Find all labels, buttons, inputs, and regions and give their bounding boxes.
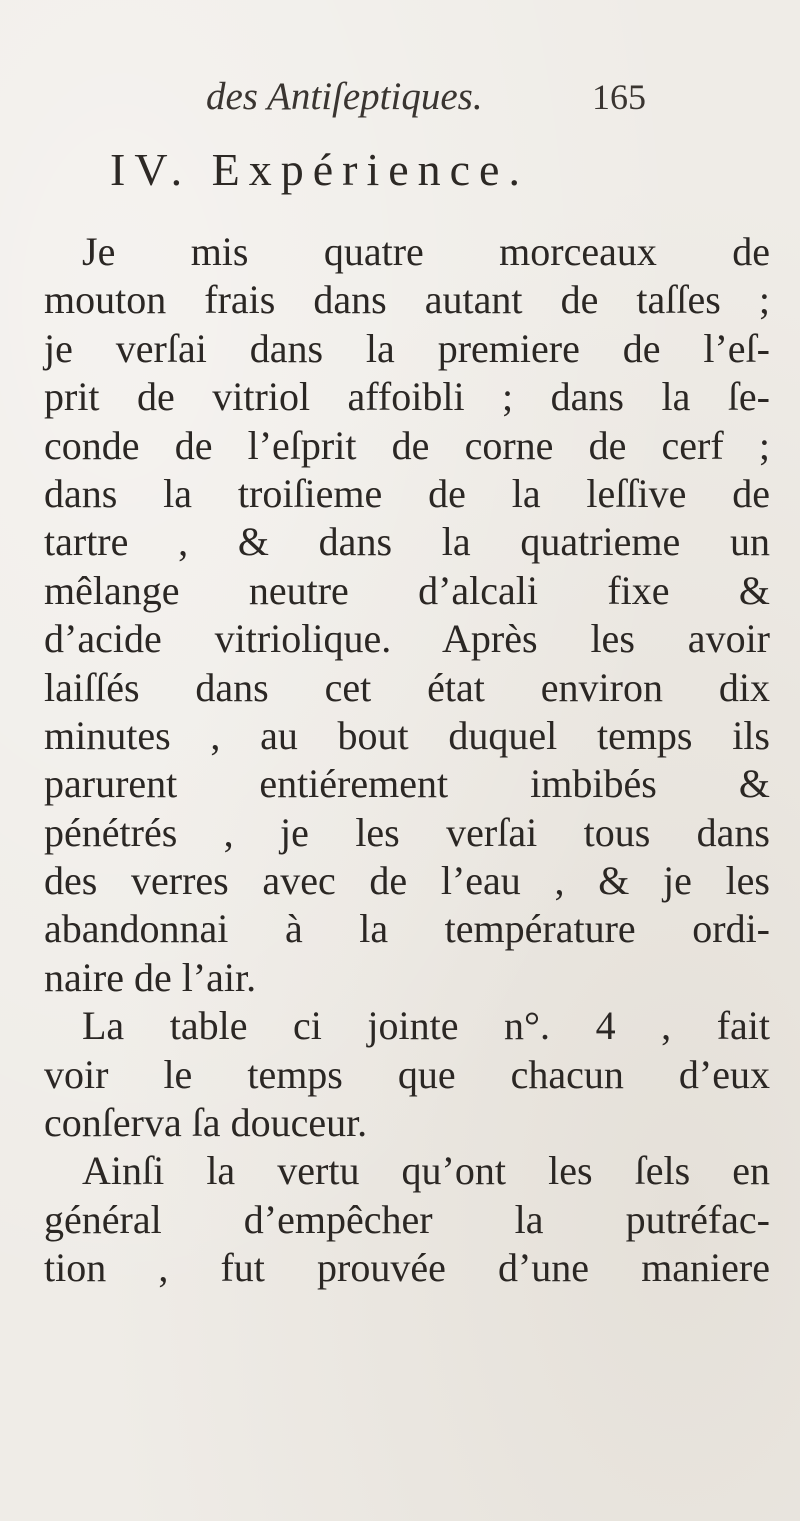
text-line: je verſai dans la premiere de l’eſ- xyxy=(44,325,770,371)
body-text xyxy=(44,228,770,1293)
text-line: conde de l’eſprit de corne de cerf ; xyxy=(44,422,770,468)
text-line: mouton frais dans autant de taſſes ; xyxy=(44,277,770,323)
text-line: des verres avec de l’eau , & je les xyxy=(44,858,770,904)
text-line: laiſſés dans cet état environ dix xyxy=(44,664,770,710)
text-line: conſerva ſa douceur. xyxy=(44,1100,368,1146)
page-number: 165 xyxy=(592,77,646,117)
text-line: pénétrés , je les verſai tous dans xyxy=(44,809,770,855)
text-line: abandonnai à la température ordi- xyxy=(44,906,770,952)
section-heading: IV. Expérience. xyxy=(110,144,529,195)
text-line: d’acide vitriolique. Après les avoir xyxy=(44,616,770,662)
text-line: voir le temps que chacun d’eux xyxy=(44,1051,770,1097)
text-line: tartre , & dans la quatrieme un xyxy=(44,519,770,565)
text-line: prit de vitriol affoibli ; dans la ſe- xyxy=(44,374,770,420)
text-line: Je mis quatre morceaux de xyxy=(82,229,770,274)
text-line: général d’empêcher la putréfac- xyxy=(44,1196,770,1242)
text-line: mêlange neutre d’alcali fixe & xyxy=(44,567,770,613)
text-line: dans la troiſieme de la leſſive de xyxy=(44,470,770,516)
running-head xyxy=(0,72,800,122)
text-line: minutes , au bout duquel temps ils xyxy=(44,712,770,758)
text-line: tion , fut prouvée d’une maniere xyxy=(44,1245,770,1291)
text-line: parurent entiérement imbibés & xyxy=(44,761,770,807)
text-line: Ainſi la vertu qu’ont les ſels en xyxy=(82,1148,770,1194)
running-title: des Antiſeptiques. xyxy=(206,75,483,118)
text-line: naire de l’air. xyxy=(44,954,257,1000)
text-line: La table ci jointe n°. 4 , fait xyxy=(82,1003,770,1049)
